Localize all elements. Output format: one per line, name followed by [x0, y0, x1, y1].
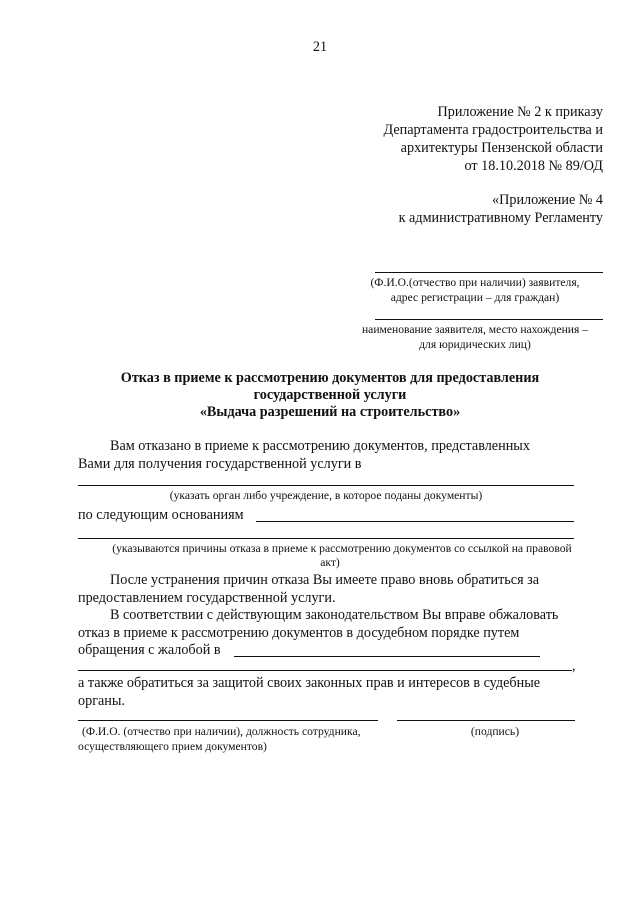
applicant-fio-line: [375, 272, 603, 273]
complaint-line: [234, 656, 540, 657]
complaint-comma: ,: [572, 658, 576, 674]
complaint-line-2: [78, 670, 572, 671]
body-paragraph-4-line-1: а также обратиться за защитой своих законных прав и интересов в судебные: [78, 675, 541, 691]
employee-fio-line: [78, 720, 378, 721]
body-paragraph-1-line-1: Вам отказано в приеме к рассмотрению документов, представленных: [110, 438, 530, 454]
reasons-caption-2: акт): [320, 556, 340, 569]
document-title-line-3: «Выдача разрешений на строительство»: [199, 404, 461, 420]
body-paragraph-2-line-2: предоставлением государственной услуги.: [78, 590, 336, 606]
grounds-line: [256, 521, 574, 522]
signature-caption: (подпись): [470, 725, 520, 738]
body-paragraph-1-line-2: Вами для получения государственной услуги в: [78, 456, 362, 472]
applicant-fio-caption-2: адрес регистрации – для граждан): [390, 291, 560, 304]
body-paragraph-3-line-1: В соответствии с действующим законодательством Вы вправе обжаловать: [110, 607, 559, 623]
body-paragraph-4-line-2: органы.: [78, 693, 125, 709]
applicant-org-caption-2: для юридических лиц): [419, 338, 531, 351]
document-title-line-2: государственной услуги: [253, 387, 407, 403]
appendix-4-line-1: «Приложение № 4: [492, 192, 603, 208]
document-title-line-1: Отказ в приеме к рассмотрению документов для предоставления: [120, 370, 540, 386]
body-paragraph-2-line-1: После устранения причин отказа Вы имеете право вновь обратиться за: [110, 572, 540, 588]
reasons-caption: (указываются причины отказа в приеме к рассмотрению документов со ссылкой на правовой: [112, 542, 572, 555]
signature-line: [397, 720, 575, 721]
applicant-org-line: [375, 319, 603, 320]
page-number: 21: [312, 39, 328, 55]
grounds-label: по следующим основаниям: [78, 507, 244, 523]
organ-line: [78, 485, 574, 486]
appendix-2-line-1: Приложение № 2 к приказу: [437, 104, 603, 120]
appendix-2-line-2: Департамента градостроительства и: [383, 122, 603, 138]
organ-caption: (указать орган либо учреждение, в которое поданы документы): [169, 489, 483, 502]
appendix-2-line-3: архитектуры Пензенской области: [400, 140, 603, 156]
appendix-2-line-4: от 18.10.2018 № 89/ОД: [464, 158, 603, 174]
body-paragraph-3-line-3: обращения с жалобой в: [78, 642, 221, 658]
reasons-line: [78, 538, 574, 539]
body-paragraph-3-line-2: отказ в приеме к рассмотрению документов в досудебном порядке путем: [78, 625, 520, 641]
employee-fio-caption-1: (Ф.И.О. (отчество при наличии), должность сотрудника,: [82, 725, 361, 738]
applicant-org-caption-1: наименование заявителя, место нахождения –: [361, 323, 589, 336]
appendix-4-line-2: к административному Регламенту: [398, 210, 603, 226]
applicant-fio-caption-1: (Ф.И.О.(отчество при наличии) заявителя,: [370, 276, 580, 289]
employee-fio-caption-2: осуществляющего прием документов): [78, 740, 267, 753]
